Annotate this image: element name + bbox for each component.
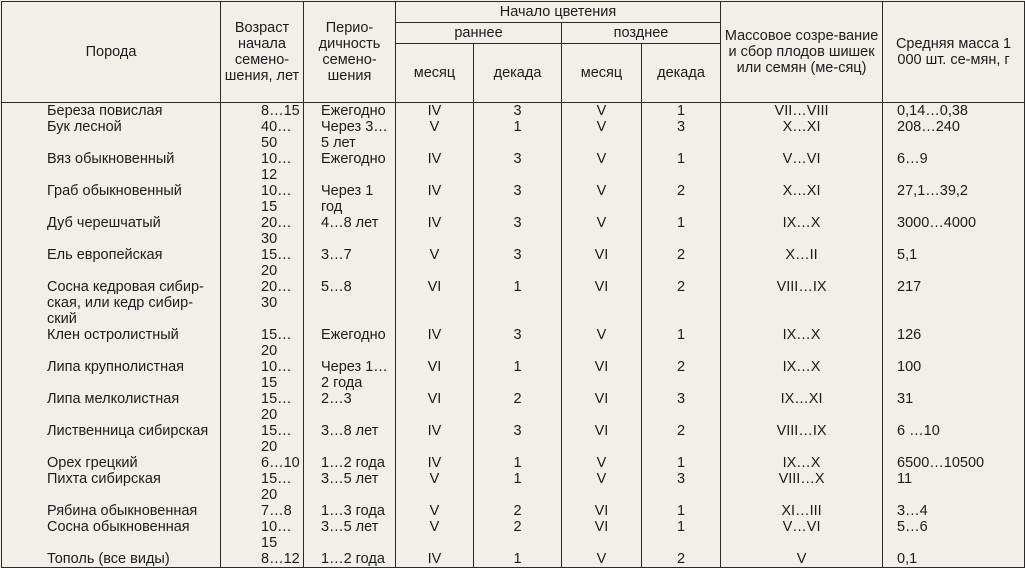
cell-month-late: V [562,327,642,359]
cell-age: 15…20 [221,423,304,455]
table-row [2,183,1025,215]
table-row [2,471,1025,503]
cell-species: Липа мелколистная [2,391,221,423]
cell-month-early: V [396,503,474,519]
cell-mass: 126 [883,327,1025,359]
table-row [2,503,1025,519]
cell-periodicity: 3…5 лет [304,519,396,551]
cell-ripening: IX…XI [721,391,883,423]
cell-month-late: V [562,551,642,568]
cell-decade-early: 3 [474,103,562,120]
table-row [2,247,1025,279]
table-body [2,103,1025,568]
cell-species: Сосна обыкновенная [2,519,221,551]
cell-periodicity: 4…8 лет [304,215,396,247]
cell-month-late: VI [562,391,642,423]
cell-decade-late: 1 [642,327,721,359]
cell-month-early: IV [396,423,474,455]
cell-periodicity: Ежегодно [304,151,396,183]
header-flowering: Начало цветения [396,2,721,23]
cell-periodicity: 1…2 года [304,455,396,471]
table-row [2,423,1025,455]
cell-species: Дуб черешчатый [2,215,221,247]
cell-decade-late: 3 [642,391,721,423]
cell-periodicity: 5…8 [304,279,396,327]
cell-ripening: VIII…IX [721,423,883,455]
table-row [2,119,1025,151]
cell-month-early: V [396,247,474,279]
cell-age: 8…15 [221,103,304,120]
cell-decade-early: 2 [474,391,562,423]
cell-species: Вяз обыкновенный [2,151,221,183]
cell-month-late: V [562,183,642,215]
cell-decade-late: 1 [642,103,721,120]
cell-ripening: V…VI [721,519,883,551]
cell-ripening: VIII…IX [721,279,883,327]
cell-decade-early: 3 [474,247,562,279]
cell-month-early: VI [396,279,474,327]
cell-ripening: IX…X [721,327,883,359]
table-row [2,391,1025,423]
cell-age: 15…20 [221,327,304,359]
cell-decade-early: 3 [474,183,562,215]
cell-mass: 31 [883,391,1025,423]
cell-age: 40…50 [221,119,304,151]
cell-mass: 6…9 [883,151,1025,183]
cell-ripening: IX…X [721,455,883,471]
cell-month-early: VI [396,359,474,391]
cell-age: 10…15 [221,519,304,551]
table-row [2,151,1025,183]
cell-month-late: V [562,119,642,151]
cell-mass: 11 [883,471,1025,503]
cell-decade-early: 3 [474,423,562,455]
header-age: Возраст начала семено-шения, лет [221,2,304,103]
cell-mass: 5…6 [883,519,1025,551]
cell-mass: 3000…4000 [883,215,1025,247]
cell-mass: 6500…10500 [883,455,1025,471]
cell-age: 15…20 [221,391,304,423]
table-row [2,455,1025,471]
table-row [2,103,1025,120]
cell-age: 6…10 [221,455,304,471]
cell-mass: 5,1 [883,247,1025,279]
cell-periodicity: 3…7 [304,247,396,279]
cell-decade-early: 2 [474,503,562,519]
cell-mass: 217 [883,279,1025,327]
cell-species: Бук лесной [2,119,221,151]
cell-species: Ель европейская [2,247,221,279]
cell-age: 15…20 [221,471,304,503]
cell-month-early: V [396,119,474,151]
cell-mass: 6 …10 [883,423,1025,455]
cell-ripening: XI…III [721,503,883,519]
cell-month-late: VI [562,423,642,455]
cell-periodicity: 3…5 лет [304,471,396,503]
cell-month-early: IV [396,215,474,247]
header-early: раннее [396,23,562,44]
cell-decade-late: 1 [642,503,721,519]
cell-mass: 0,14…0,38 [883,103,1025,120]
header-mass: Средняя масса 1 000 шт. се-мян, г [883,2,1025,103]
seeding-table [1,1,1025,568]
cell-ripening: X…XI [721,183,883,215]
cell-decade-late: 1 [642,215,721,247]
cell-month-early: V [396,519,474,551]
cell-month-early: VI [396,391,474,423]
cell-age: 8…12 [221,551,304,568]
cell-decade-early: 1 [474,119,562,151]
table-row [2,279,1025,327]
cell-mass: 100 [883,359,1025,391]
table-row [2,327,1025,359]
cell-ripening: IX…X [721,359,883,391]
cell-decade-early: 2 [474,519,562,551]
cell-month-early: IV [396,151,474,183]
cell-month-early: IV [396,551,474,568]
cell-ripening: VII…VIII [721,103,883,120]
cell-periodicity: 3…8 лет [304,423,396,455]
header-species: Порода [2,2,221,103]
cell-species: Орех грецкий [2,455,221,471]
header-decade-early: декада [474,44,562,103]
cell-mass: 208…240 [883,119,1025,151]
cell-decade-early: 1 [474,455,562,471]
cell-species: Тополь (все виды) [2,551,221,568]
cell-age: 7…8 [221,503,304,519]
cell-month-early: IV [396,103,474,120]
cell-decade-late: 1 [642,151,721,183]
cell-month-late: VI [562,247,642,279]
cell-month-late: VI [562,519,642,551]
cell-decade-late: 2 [642,359,721,391]
cell-month-late: VI [562,503,642,519]
cell-decade-early: 1 [474,359,562,391]
cell-ripening: IX…X [721,215,883,247]
cell-decade-early: 1 [474,551,562,568]
cell-ripening: X…II [721,247,883,279]
cell-month-early: V [396,471,474,503]
cell-periodicity: Через 1 год [304,183,396,215]
cell-age: 20…30 [221,279,304,327]
cell-decade-late: 1 [642,455,721,471]
cell-species: Клен остролистный [2,327,221,359]
header-decade-late: декада [642,44,721,103]
cell-decade-late: 2 [642,279,721,327]
table-row [2,551,1025,568]
table-row [2,215,1025,247]
cell-month-late: V [562,455,642,471]
cell-ripening: X…XI [721,119,883,151]
cell-decade-early: 3 [474,327,562,359]
cell-species: Пихта сибирская [2,471,221,503]
cell-ripening: V…VI [721,151,883,183]
cell-month-early: IV [396,455,474,471]
cell-periodicity: Через 1…2 года [304,359,396,391]
cell-decade-late: 3 [642,471,721,503]
cell-month-early: IV [396,327,474,359]
cell-age: 10…15 [221,183,304,215]
cell-decade-late: 2 [642,551,721,568]
cell-periodicity: 2…3 [304,391,396,423]
cell-species: Липа крупнолистная [2,359,221,391]
table-row [2,519,1025,551]
cell-month-late: V [562,151,642,183]
header-periodicity: Перио-дичность семено-шения [304,2,396,103]
cell-species: Граб обыкновенный [2,183,221,215]
cell-periodicity: Ежегодно [304,327,396,359]
cell-month-early: IV [396,183,474,215]
cell-ripening: VIII…X [721,471,883,503]
cell-ripening: V [721,551,883,568]
cell-decade-early: 1 [474,471,562,503]
header-late: позднее [562,23,721,44]
cell-month-late: VI [562,279,642,327]
cell-mass: 0,1 [883,551,1025,568]
cell-decade-early: 3 [474,215,562,247]
cell-mass: 27,1…39,2 [883,183,1025,215]
cell-decade-late: 2 [642,423,721,455]
cell-periodicity: Через 3…5 лет [304,119,396,151]
cell-periodicity: Ежегодно [304,103,396,120]
cell-species: Лиственница сибирская [2,423,221,455]
cell-age: 15…20 [221,247,304,279]
cell-species: Сосна кедровая сибир-ская, или кедр сибир-ский [2,279,221,327]
cell-age: 10…12 [221,151,304,183]
cell-age: 20…30 [221,215,304,247]
cell-month-late: V [562,215,642,247]
cell-periodicity: 1…2 года [304,551,396,568]
header-ripening: Массовое созре-вание и сбор плодов шишек или семян (ме-сяц) [721,2,883,103]
cell-decade-early: 1 [474,279,562,327]
header-month-late: месяц [562,44,642,103]
cell-month-late: VI [562,359,642,391]
cell-species: Рябина обыкновенная [2,503,221,519]
cell-month-late: V [562,471,642,503]
cell-decade-late: 2 [642,183,721,215]
cell-decade-late: 1 [642,519,721,551]
cell-age: 10…15 [221,359,304,391]
cell-decade-late: 2 [642,247,721,279]
table-header [2,2,1025,103]
cell-mass: 3…4 [883,503,1025,519]
table-row [2,359,1025,391]
cell-species: Береза повислая [2,103,221,120]
cell-decade-early: 3 [474,151,562,183]
cell-month-late: V [562,103,642,120]
header-month-early: месяц [396,44,474,103]
cell-decade-late: 3 [642,119,721,151]
cell-periodicity: 1…3 года [304,503,396,519]
